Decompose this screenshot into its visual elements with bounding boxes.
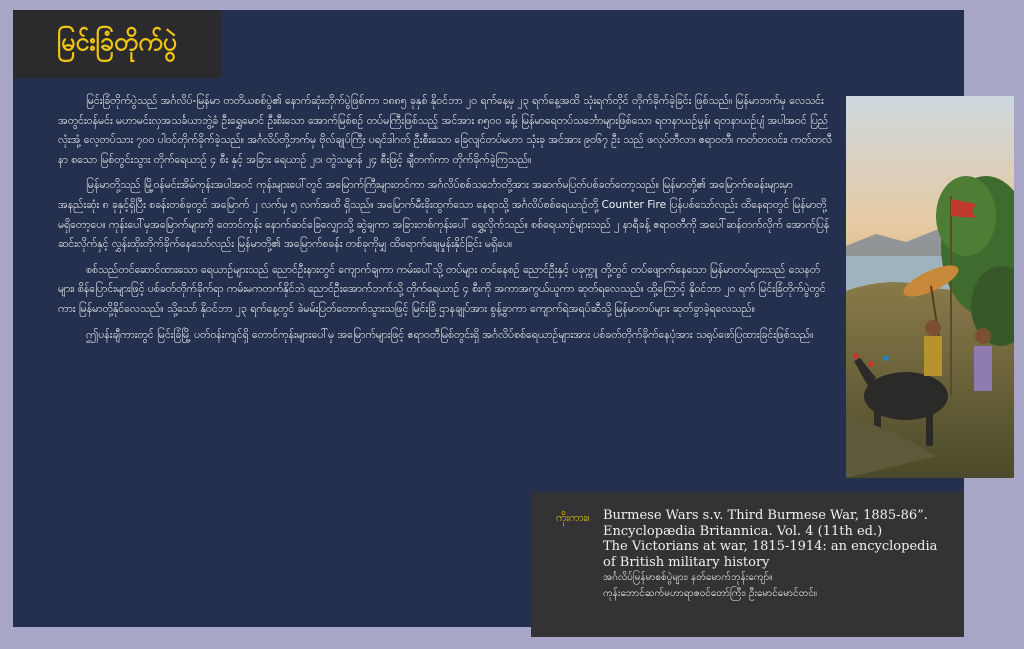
title-banner	[13, 10, 221, 78]
source-line: Encyclopædia Britannica. Vol. 4 (11th ed.)	[603, 523, 883, 539]
source-line: အင်္ဂလိပ်မြန်မာစစ်ပွဲများ၊ နတ်မောက်ဘုန်းကျော်။	[603, 572, 773, 583]
paragraph-2: မြန်မာတို့သည် မြို့ဝန်မင်းအိမ်ကုန်းအပါအဝင် ကုန်းများပေါ်တွင် အမြောက်ကြီးများတင်ကာ အင်္ဂလိပ်စစ်သင်္ဘောတို့အား အဆက်မပြတ်ပစ်ခတ်တော့သည်။ မြန်မာတို့၏ အမြောက်စခန်းများမှာ အနည်းဆုံး ၈ ခုနှင့်ရှိပြီး စခန်းတစ်ခုတွင် အမြောက် ၂ လက်မှ ၅ လက်အထိ ရှိသည်။ အမြောက်မီးခိုးထွက်သော နေရာသို့ အင်္ဂလိပ်စစ်ရေယာဉ်တို့ Counter Fire ပြန်ပစ်သော်လည်း ထိနေရာတွင် မြန်မာတို့ မရှိတော့ပေ။ ကုန်းပေါ်မှအမြောက်များကို တောင်ကုန်း နောက်ဆင်ခြေလျှောသို့ ဆွဲချကာ အခြားတစ်ကုန်းပေါ် ရွှေ့လိုက်သည်။ စစ်ရေယာဉ်များသည် ၂ နာရီခန့် ဧရာဝတီကို အပေါ်ဆန်တက်လိုက် အောက်ပြန်ဆင်းလိုက်နှင့် လွှန်းထိုးတိုက်ခိုက်နေသော်လည်း မြန်မာတို့၏ အမြောက်စခန်း တစ်ခုကိုမျှ ထိရောက်ချေမှုန်းနိုင်ခြင်း မရှိပေ။	[58, 179, 830, 251]
painting-illustration	[846, 96, 1014, 478]
paragraph-1: မြင်းခြံတိုက်ပွဲသည် အင်္ဂလိပ်-မြန်မာ တတိယစစ်ပွဲ၏ နောက်ဆုံးတိုက်ပွဲဖြစ်ကာ ၁၈၈၅ ခုနှစ် နိုဝင်ဘာ ၂၀ ရက်နေ့မှ ၂၃ ရက်နေ့အထိ သုံးရက်တိုင် တိုက်ခိုက်ခဲ့ခြင်း ဖြစ်သည်။ မြန်မာဘက်မှ လေသင်းအတွင်းဝန်မင်း မဟာမင်းလှအသင်္ခယာဘွဲ့ခံ ဦးရွှေမောင် ဦးစီးသော အောက်မြစ်စဉ် တပ်မကြီးဖြစ်သည့် အင်အား ၈၅၀၀ ခန့်၊ မြန်မာရေတပ်သင်္ဘောများဖြစ်သော ရတနာယဉ်မွန်၊ ရတနာယဉ်ပျံ အပါအဝင် ပြည်လုံးအုံ့ လေ့တပ်သား ၇၀၀ ပါဝင်တိုက်ခိုက်ခဲ့သည်။ အင်္ဂလိပ်တို့ဘက်မှ ဗိုလ်ချုပ်ကြီး ပရင်ဒါဂတ် ဦးစီးသော ခြေလျင်တပ်မဟာ သုံးခု အင်အား ၉၀၆၇ ဦး သည် ဖလုပ်တီလာ၊ ဧရာဝတီ၊ ကတ်တလင်း၊ ကတ်တလီနာ စသော မြစ်တွင်းသွား တိုက်ရေယာဉ် ၄ စီး နှင့် အခြား ရေယာဉ် ၂၀၊ တွဲသမ္ဗာန် ၂၄ စီးဖြင့် ချီတက်ကာ တိုက်ခိုက်ခဲ့ကြသည်။	[58, 95, 832, 166]
sources-list	[603, 508, 953, 602]
source-line: of British military history	[603, 554, 770, 570]
source-line: The Victorians at war, 1815-1914: an encyclopedia	[603, 539, 938, 554]
sources-box	[531, 492, 964, 637]
article-body	[58, 92, 834, 351]
sources-label: ကိုးကား။	[556, 512, 590, 524]
paragraph-3: စစ်သည်တင်ဆောင်ထားသော ရေယာဉ်များသည် ညောင်ဦးနားတွင် ကျောက်ချကာ ကမ်းပေါ်သို့ တပ်များ တင်နေစဉ် ညောင်ဦးနှင့် ပခုက္ကူ တို့တွင် တပ်ဖျောက်နေသော မြန်မာတပ်များသည် သေနတ်များ၊ စိန်ပြောင်းများဖြင့် ပစ်ခတ်တိုက်ခိုက်ရာ ကမ်းမကတက်နိုင်ဘဲ ညောင်ဦးအောက်ဘက်သို့ တိုက်ရေယာဉ် ၄ စီးကို အကာအကွယ်ယူကာ ဆုတ်ရလေသည်။ ထို့ကြောင့် နိုဝင်ဘာ ၂၀ ရက် မြင်းခြံတိုက်ပွဲတွင်ကား မြန်မာတို့နိုင်လေသည်။ သို့သော် နိုဝင်ဘာ ၂၃ ရက်နေ့တွင် ခဲမမ်းပြတ်တောက်သွားသဖြင့် မြင်းခြံ ဌာနချုပ်အား စွန့်ခွာကာ ကျောက်ရဲအရပ်ဆီသို့ မြန်မာတပ်များ ဆုတ်ခွာခဲ့ရလေသည်။	[58, 263, 826, 315]
source-line: Burmese Wars s.v. Third Burmese War, 1885-86”.	[603, 508, 928, 523]
source-line: ကုန်းဘောင်ဆက်မဟာရာဇဝင်တော်ကြီး၊ ဦးမောင်မောင်တင်။	[603, 588, 817, 599]
paragraph-4: ဤပန်းချီကားတွင် မြင်းခြံမြို့ ပတ်ဝန်းကျင်ရှိ တောင်ကုန်းများပေါ်မှ အမြောက်များဖြင့် ဧရာဝတီမြစ်တွင်းရှိ အင်္ဂလိပ်စစ်ရေယာဉ်များအား ပစ်ခတ်တိုက်ခိုက်နေပုံအား သရုပ်ဖော်ပြထားခြင်းဖြစ်သည်။	[86, 328, 814, 341]
battle-painting	[846, 96, 1014, 478]
page-title: မြင်းခြံတိုက်ပွဲ	[56, 26, 178, 56]
